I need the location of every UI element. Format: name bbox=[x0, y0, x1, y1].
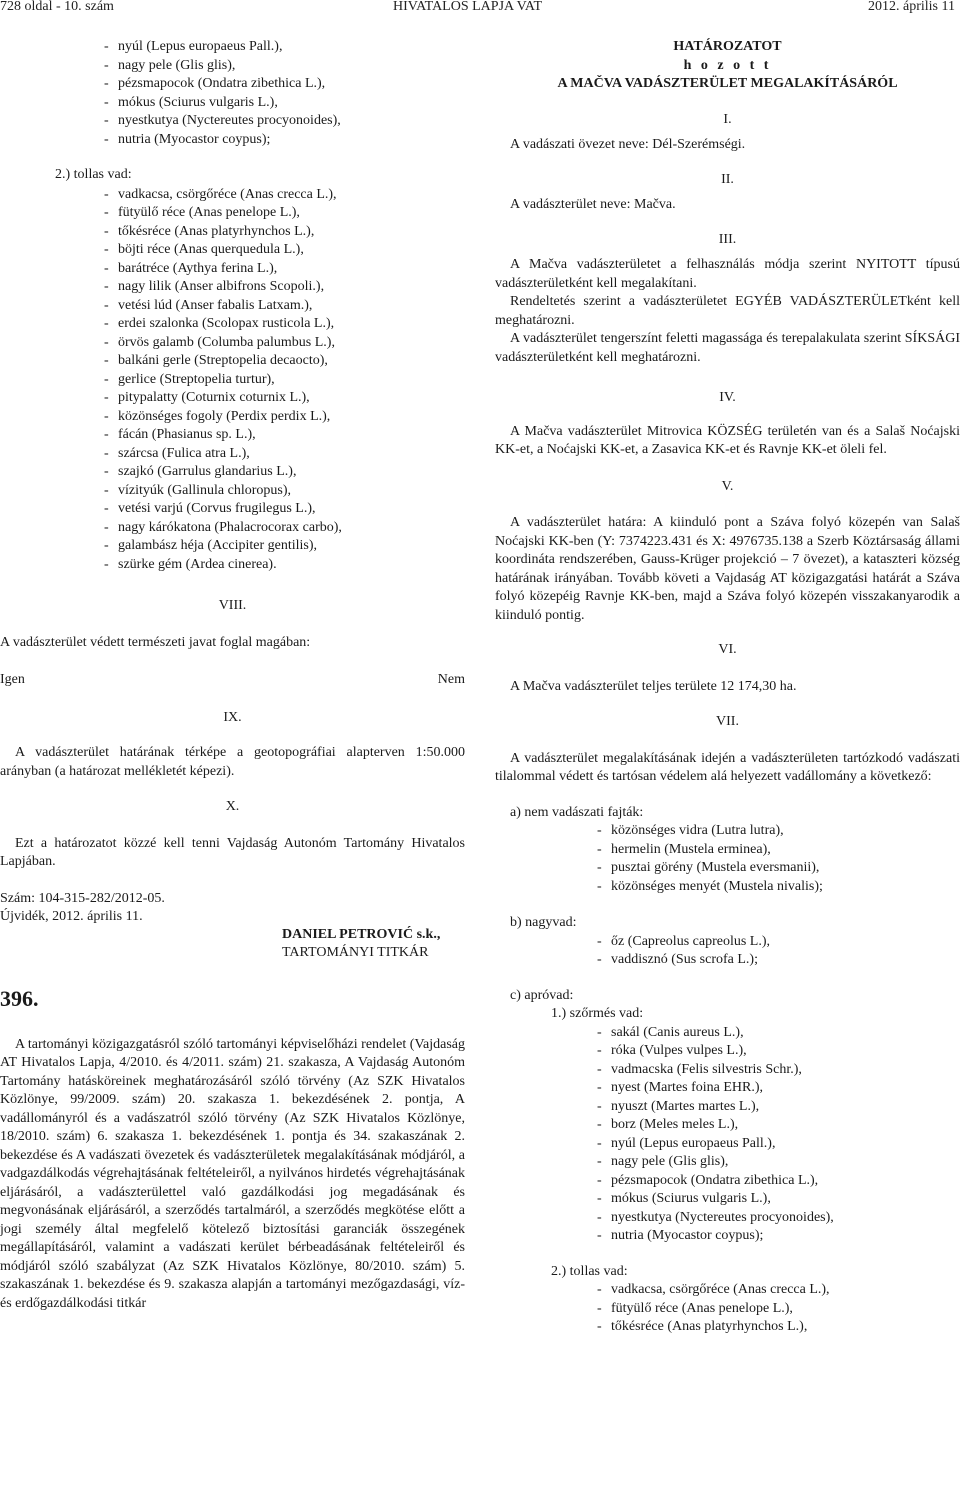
reference-number: Szám: 104-315-282/2012-05. bbox=[0, 890, 165, 906]
decision-title: HATÁROZATOT bbox=[673, 39, 782, 54]
category-c-heading: c) apróvad: bbox=[510, 987, 574, 1003]
place-date: Újvidék, 2012. április 11. bbox=[0, 909, 143, 924]
list-item: - közönséges vidra (Lutra lutra), bbox=[597, 822, 960, 841]
list-item: - sakál (Canis aureus L.), bbox=[597, 1024, 960, 1043]
list-item: - mókus (Sciurus vulgaris L.), bbox=[597, 1190, 960, 1209]
section-v-text: A vadászterület határa: A kiinduló pont a Száva folyó közepén van Salaš Noćajski KK-ben (Y: 7374223.431 és X: 4976735.138 a Szerb Köztársaság állami koordináta rendszerében, Gauss-Krüger projekció – 7 övezet), a kataszteri község határának irányában. Tovább követi a Vajdaság AT közigazgatási határát a Száva folyó közepéig Ravnje KK-ben, majd a Száva folyó közepén visszakanyarodik a kiinduló pontig. bbox=[495, 515, 960, 623]
issue-date: 2012. április 11 bbox=[868, 0, 955, 14]
section-ii-title: II. bbox=[721, 171, 734, 187]
category-c1-list bbox=[597, 1024, 960, 1246]
list-item: - fütyülő réce (Anas penelope L.), bbox=[597, 1300, 960, 1319]
category-c2-heading: 2.) tollas vad: bbox=[551, 1263, 628, 1279]
list-item: - barátréce (Aythya ferina L.), bbox=[104, 260, 465, 279]
birds-heading: 2.) tollas vad: bbox=[55, 167, 132, 182]
list-item: - pézsmapocok (Ondatra zibethica L.), bbox=[597, 1172, 960, 1191]
section-v-title: V. bbox=[721, 478, 734, 494]
section-i-text: A vadászati övezet neve: Dél-Szerémségi. bbox=[510, 137, 746, 152]
list-item: - nagy kárókatona (Phalacrocorax carbo), bbox=[104, 519, 465, 538]
bird-list bbox=[104, 186, 465, 575]
category-c2-list bbox=[597, 1281, 960, 1337]
list-item: - vadkacsa, csörgőréce (Anas crecca L.), bbox=[104, 186, 465, 205]
list-item: - közönséges fogoly (Perdix perdix L.), bbox=[104, 408, 465, 427]
list-item: - szárcsa (Fulica atra L.), bbox=[104, 445, 465, 464]
category-b-heading: b) nagyvad: bbox=[510, 915, 577, 930]
section-vi-title: VI. bbox=[718, 642, 737, 657]
list-item: - szajkó (Garrulus glandarius L.), bbox=[104, 463, 465, 482]
option-yes: Igen bbox=[0, 672, 25, 687]
list-item: - fütyülő réce (Anas penelope L.), bbox=[104, 204, 465, 223]
section-x-title: X. bbox=[225, 799, 240, 814]
category-b-list bbox=[597, 933, 960, 970]
section-iii-paragraph: A Mačva vadászterületet a felhasználás módja szerint NYITOTT típusú vadászterületként kell megalakítani. bbox=[495, 257, 960, 291]
list-item: - őz (Capreolus capreolus L.), bbox=[597, 933, 960, 952]
section-iii-title: III. bbox=[718, 231, 737, 247]
list-item: - nagy pele (Glis glis), bbox=[597, 1153, 960, 1172]
section-iii-paragraph: Rendeltetés szerint a vadászterületet EGYÉB VADÁSZTERÜLETként kell meghatározni. bbox=[495, 294, 960, 328]
category-c1-heading: 1.) szőrmés vad: bbox=[551, 1006, 644, 1021]
signer-title: TARTOMÁNYI TITKÁR bbox=[282, 945, 429, 960]
list-item: - vetési lúd (Anser fabalis Latxam.), bbox=[104, 297, 465, 316]
list-item: - böjti réce (Anas querquedula L.), bbox=[104, 241, 465, 260]
section-vii-title: VII. bbox=[716, 714, 739, 729]
decision-heading: A MAČVA VADÁSZTERÜLET MEGALAKÍTÁSÁRÓL bbox=[557, 76, 898, 91]
list-item: - vadkacsa, csörgőréce (Anas crecca L.), bbox=[597, 1281, 960, 1300]
list-item: - nyestkutya (Nyctereutes procyonoides), bbox=[597, 1209, 960, 1228]
list-item: - erdei szalonka (Scolopax rusticola L.), bbox=[104, 315, 465, 334]
mammal-list-continued bbox=[104, 38, 465, 149]
right-column bbox=[495, 38, 960, 1337]
list-item: - vízityúk (Gallinula chloropus), bbox=[104, 482, 465, 501]
section-viii-text: A vadászterület védett természeti javat foglal magában: bbox=[0, 634, 311, 650]
list-item: - nutria (Myocastor coypus); bbox=[597, 1227, 960, 1246]
preamble-text: A tartományi közigazgatásról szóló tartományi képviselőházi rendelet (Vajdaság AT Hivatalos Lapja, 4/2010. és 4/2011. szám) 21. szakasza, A Vajdaság Autonóm Tartomány hatásköreinek meghatározásáról szóló törvény (Az SZK Hivatalos Közlönye, 99/2009. szám) 20. szakasza 1. bekezdésének 2. pontja, A vadállományról és a vadászatról szóló törvény (Az SZK Hivatalos Közlönye, 18/2010. szám) 6. szakasza 1. bekezdésének 1. pontja és 34. szakaszának 2. bekezdése és A vadászati övezetek és vadászterületek megalakításának módjáról, a vadgazdálkodás végrehajtásának feltételeiről, a nyilvános hirdetés végrehajtásának eljárásáról, a vadászterülettel való gazdálkodási jog megadásának és megvonásának eljárásáról, a szerződés tartalmáról, a szerződés megkötése előtt a jogi személy által megfelelő kötelező biztosítási garanciák összegének megállapításáról, valamint a vadászati kerület bérbeadásának feltételeiről és módjáról szóló szabályzat (Az SZK Hivatalos Közlönye, 80/2010. szám) 5. szakaszának 1. bekezdése és 9. szakasza alapján a tartományi mezőgazdasági, víz- és erdőgazdálkodási titkár bbox=[0, 1036, 465, 1311]
list-item: - nagy pele (Glis glis), bbox=[104, 57, 465, 76]
list-item: - pusztai görény (Mustela eversmanii), bbox=[597, 859, 960, 878]
section-vi-text: A Mačva vadászterület teljes területe 12 174,30 ha. bbox=[510, 678, 797, 694]
list-item: - közönséges menyét (Mustela nivalis); bbox=[597, 878, 960, 897]
list-item: - vadmacska (Felis silvestris Schr.), bbox=[597, 1061, 960, 1080]
section-iv-text: A Mačva vadászterület Mitrovica KÖZSÉG területén van és a Salaš Noćajski KK-et, a Noćajski KK-et, a Zasavica KK-et és Ravnje KK-et öleli fel. bbox=[495, 423, 960, 457]
list-item: - vaddisznó (Sus scrofa L.); bbox=[597, 951, 960, 970]
section-iii-paragraph: A vadászterület tengerszínt feletti magassága és terepalakulata szerint SÍKSÁGI vadászterületként kell meghatározni. bbox=[495, 331, 960, 365]
list-item: - nutria (Myocastor coypus); bbox=[104, 131, 465, 150]
signature-block bbox=[282, 926, 465, 963]
list-item: - mókus (Sciurus vulgaris L.), bbox=[104, 94, 465, 113]
list-item: - gerlice (Streptopelia turtur), bbox=[104, 371, 465, 390]
list-item: - örvös galamb (Columba palumbus L.), bbox=[104, 334, 465, 353]
list-item: - borz (Meles meles L.), bbox=[597, 1116, 960, 1135]
section-i-title: I. bbox=[723, 111, 732, 127]
list-item: - hermelin (Mustela erminea), bbox=[597, 841, 960, 860]
section-x-text: Ezt a határozatot közzé kell tenni Vajdaság Autonóm Tartomány Hivatalos Lapjában. bbox=[0, 835, 465, 869]
list-item: - pézsmapocok (Ondatra zibethica L.), bbox=[104, 75, 465, 94]
section-iv-title: IV. bbox=[719, 390, 736, 405]
section-vii-text: A vadászterület megalakításának idején a vadászterületen tartózkodó vadászati tilalommal védett és tartósan védelem alá helyezett vadállomány a következő: bbox=[495, 750, 960, 784]
category-a-list bbox=[597, 822, 960, 896]
list-item: - pitypalatty (Coturnix coturnix L.), bbox=[104, 389, 465, 408]
decision-subtitle: h o z o t t bbox=[683, 57, 772, 73]
section-ix-title: IX. bbox=[223, 709, 242, 725]
list-item: - nyest (Martes foina EHR.), bbox=[597, 1079, 960, 1098]
list-item: - galambász héja (Accipiter gentilis), bbox=[104, 537, 465, 556]
category-a-heading: a) nem vadászati fajták: bbox=[510, 804, 644, 820]
list-item: - tőkésréce (Anas platyrhynchos L.), bbox=[104, 223, 465, 242]
page-header bbox=[0, 0, 960, 18]
page-number-issue: 728 oldal - 10. szám bbox=[0, 0, 114, 14]
option-no: Nem bbox=[437, 672, 465, 687]
list-item: - tőkésréce (Anas platyrhynchos L.), bbox=[597, 1318, 960, 1337]
section-viii-title: VIII. bbox=[218, 598, 247, 613]
list-item: - nyúl (Lepus europaeus Pall.), bbox=[104, 38, 465, 57]
left-column bbox=[0, 38, 465, 1313]
list-item: - fácán (Phasianus sp. L.), bbox=[104, 426, 465, 445]
document-number: 396. bbox=[0, 985, 39, 1011]
list-item: - vetési varjú (Corvus frugilegus L.), bbox=[104, 500, 465, 519]
list-item: - nyuszt (Martes martes L.), bbox=[597, 1098, 960, 1117]
list-item: - szürke gém (Ardea cinerea). bbox=[104, 556, 465, 575]
signer-name: DANIEL PETROVIĆ s.k., bbox=[282, 926, 441, 942]
list-item: - róka (Vulpes vulpes L.), bbox=[597, 1042, 960, 1061]
yes-no-row bbox=[0, 671, 465, 690]
journal-title: HIVATALOS LAPJA VAT bbox=[393, 0, 543, 14]
section-ix-text: A vadászterület határának térképe a geotopográfiai alapterven 1:50.000 arányban (a határozat mellékletét képezi). bbox=[0, 745, 465, 779]
section-ii-text: A vadászterület neve: Mačva. bbox=[510, 197, 676, 212]
list-item: - nyestkutya (Nyctereutes procyonoides), bbox=[104, 112, 465, 131]
list-item: - balkáni gerle (Streptopelia decaocto), bbox=[104, 352, 465, 371]
list-item: - nyúl (Lepus europaeus Pall.), bbox=[597, 1135, 960, 1154]
list-item: - nagy lilik (Anser albifrons Scopoli.), bbox=[104, 278, 465, 297]
